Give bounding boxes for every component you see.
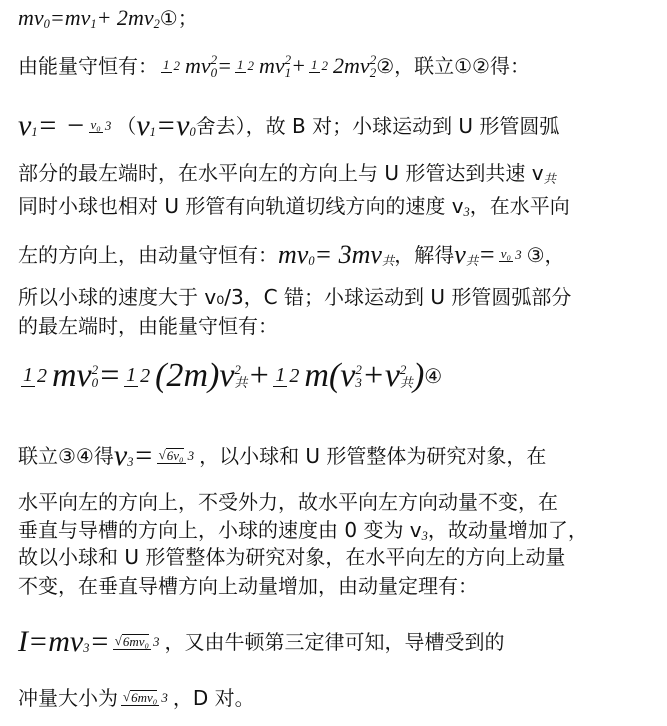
subscript: 3 <box>127 455 134 469</box>
text-run: 的最左端时，由能量守恒有： <box>18 313 278 338</box>
sub-superscript <box>234 363 247 389</box>
text-run: ，以小球和 U 形管整体为研究对象，在 <box>199 443 547 468</box>
fraction <box>121 689 170 706</box>
math-symbol: = − <box>37 108 86 142</box>
fraction-denominator: 2 <box>140 364 151 387</box>
fraction-numerator: v₀ <box>90 117 101 133</box>
text-run: 联立③④得 <box>18 443 114 468</box>
text-run: ，故动量增加了， <box>427 517 588 542</box>
math-symbol: v <box>176 108 190 142</box>
fraction <box>235 58 256 74</box>
subscript: 0 <box>91 374 99 390</box>
fraction <box>21 364 49 388</box>
math-symbol: mv <box>52 356 92 394</box>
radical-sign: √ <box>158 447 166 463</box>
subscript: 1 <box>31 125 38 139</box>
math-symbol: = <box>155 108 177 142</box>
math-symbol: mv <box>18 4 44 30</box>
subscript: 0 <box>43 17 50 31</box>
subscript: 2 <box>153 17 160 31</box>
subscript: 共 <box>381 254 395 268</box>
subscript: 共 <box>234 374 248 390</box>
math-symbol: mv <box>351 239 382 269</box>
subscript: 3 <box>355 374 362 390</box>
text-line-12 <box>18 516 659 542</box>
fraction-numerator: 1 <box>275 364 286 387</box>
math-symbol: = <box>133 438 154 472</box>
text-run: ，在水平向 <box>469 193 570 218</box>
math-symbol: mv <box>259 52 285 78</box>
fraction <box>161 58 182 74</box>
fraction-denominator: 3 <box>153 633 160 649</box>
radicand: 6v₀ <box>166 447 184 463</box>
math-symbol: ) <box>208 356 220 394</box>
text-run: 冲量大小为 <box>18 685 118 710</box>
math-symbol: v <box>454 239 466 269</box>
superscript: 2 <box>284 51 292 67</box>
equation-energy <box>18 52 659 79</box>
fraction-numerator <box>113 633 151 650</box>
math-symbol: v <box>136 108 150 142</box>
math-symbol: = 3 <box>314 239 352 269</box>
result-v3 <box>18 438 659 472</box>
math-symbol: mv <box>344 52 370 78</box>
text-run: ，又由牛顿第三定律可知，导槽受到的 <box>164 629 505 654</box>
math-symbol: = <box>28 624 49 658</box>
fraction-denominator: 2 <box>247 57 255 73</box>
text-run: ③， <box>526 242 565 267</box>
math-symbol: 2 <box>333 52 345 78</box>
equation-energy-4 <box>18 356 659 394</box>
fraction-numerator: 1 <box>126 364 137 387</box>
equation-common-velocity <box>18 241 659 267</box>
math-symbol: = <box>98 356 122 394</box>
math-symbol: mv <box>127 4 154 30</box>
fraction-numerator: 1 <box>311 57 318 73</box>
text-run: 部分的最左端时，在水平向左的方向上与 U 形管达到共速 v <box>18 160 544 185</box>
text-run: ，解得 <box>394 242 455 267</box>
text-run: 由能量守恒有： <box>18 53 158 78</box>
fraction-denominator: 3 <box>104 117 112 133</box>
sub-superscript <box>400 363 413 389</box>
math-symbol: (2 <box>155 356 184 394</box>
text-run: ②，联立①②得： <box>376 53 530 78</box>
superscript: 2 <box>355 361 362 377</box>
subscript: 共 <box>543 172 556 186</box>
subscript: 3 <box>83 641 90 655</box>
text-run: ④ <box>424 363 443 388</box>
fraction-numerator: 1 <box>237 57 244 73</box>
fraction <box>499 247 524 263</box>
math-symbol: = <box>217 52 233 78</box>
subscript: 1 <box>90 17 97 31</box>
math-symbol: v <box>340 356 356 394</box>
fraction-denominator: 3 <box>161 689 168 705</box>
fraction-numerator: 1 <box>163 57 170 73</box>
conclusion-line <box>18 684 659 710</box>
math-symbol: + <box>361 356 385 394</box>
text-line-11 <box>18 488 659 514</box>
result-v1 <box>18 108 659 142</box>
fraction-numerator: 1 <box>23 364 33 387</box>
math-symbol: mv <box>185 52 211 78</box>
fraction-denominator: 3 <box>187 447 195 463</box>
fraction-numerator: v₀ <box>500 246 512 262</box>
superscript: 2 <box>234 361 241 377</box>
superscript: 2 <box>210 51 218 67</box>
fraction <box>124 364 152 388</box>
fraction <box>309 58 330 74</box>
text-run: 垂直与导槽的方向上，小球的速度由 0 变为 v <box>18 517 422 542</box>
subscript: 0 <box>189 125 196 139</box>
text-run: 舍去），故 B 对；小球运动到 U 形管圆弧 <box>195 113 560 138</box>
subscript: 共 <box>465 254 479 268</box>
text-run: 故以小球和 U 形管整体为研究对象，在水平向左的方向上动量 <box>18 544 566 569</box>
superscript: 2 <box>91 361 99 377</box>
text-line-7 <box>18 283 659 309</box>
fraction <box>273 364 301 388</box>
math-symbol: v <box>219 356 235 394</box>
superscript: 2 <box>399 361 407 377</box>
math-symbol: + 2 <box>96 4 128 30</box>
math-symbol: ( <box>328 356 341 394</box>
math-symbol: ) <box>412 356 425 394</box>
math-symbol: I <box>18 624 28 658</box>
subscript: 1 <box>284 64 292 80</box>
fraction-numerator <box>121 689 159 706</box>
math-symbol: m <box>304 356 329 394</box>
text-run: （ <box>116 113 137 138</box>
math-symbol: + <box>291 52 307 78</box>
math-symbol: mv <box>48 624 84 658</box>
math-symbol: + <box>247 356 271 394</box>
text-line-4 <box>18 159 659 185</box>
radical-sign: √ <box>123 689 131 705</box>
text-run: 左的方向上，由动量守恒有： <box>18 242 278 267</box>
math-symbol: v <box>18 108 32 142</box>
fraction-numerator <box>157 447 186 464</box>
text-line-13 <box>18 543 659 569</box>
fraction <box>89 118 114 134</box>
fraction-denominator: 2 <box>173 57 180 73</box>
math-symbol: = <box>89 624 110 658</box>
math-symbol: mv <box>278 239 309 269</box>
subscript: 共 <box>399 374 413 390</box>
equation-momentum <box>18 4 659 30</box>
subscript: 3 <box>463 205 470 219</box>
text-run: ，D 对。 <box>172 685 255 710</box>
equation-impulse <box>18 624 659 658</box>
radical-sign: √ <box>114 633 122 649</box>
fraction-denominator: 3 <box>515 246 522 262</box>
math-symbol: v <box>113 438 128 472</box>
text-run: 水平向左的方向上，不受外力，故水平向左方向动量不变，在 <box>18 489 558 514</box>
fraction-denominator: 2 <box>289 364 300 387</box>
math-symbol: = <box>49 4 65 30</box>
math-symbol: mv <box>64 4 91 30</box>
subscript: 1 <box>149 125 156 139</box>
text-line-14 <box>18 572 659 598</box>
text-run: 所以小球的速度大于 v₀/3，C 错；小球运动到 U 形管圆弧部分 <box>18 284 572 309</box>
superscript: 2 <box>369 51 377 67</box>
text-line-8 <box>18 312 659 338</box>
fraction <box>157 447 196 464</box>
text-run: 同时小球也相对 U 形管有向轨道切线方向的速度 v <box>18 193 464 218</box>
math-symbol: = <box>478 239 496 269</box>
subscript: 0 <box>308 254 315 268</box>
math-symbol: m <box>183 356 208 394</box>
subscript: 3 <box>421 529 428 543</box>
fraction-denominator: 2 <box>37 364 47 387</box>
math-symbol: v <box>384 356 400 394</box>
radicand: 6mv₀ <box>122 633 150 649</box>
text-line-5 <box>18 192 659 218</box>
text-run: 不变，在垂直导槽方向上动量增加，由动量定理有： <box>18 573 478 598</box>
radicand: 6mv₀ <box>131 689 158 705</box>
text-run: ①； <box>159 5 198 30</box>
fraction-denominator: 2 <box>321 57 329 73</box>
subscript: 2 <box>369 64 377 80</box>
fraction <box>113 633 162 650</box>
subscript: 0 <box>210 64 218 80</box>
